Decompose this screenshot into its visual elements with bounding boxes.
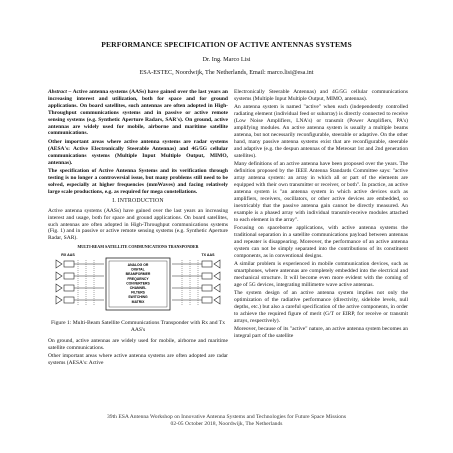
beamformer-label-line: SWITCHING (128, 295, 148, 300)
tx-elements (172, 260, 220, 306)
beamformer-label-line: MATRIX (131, 300, 145, 305)
abstract-text: – Active antenna systems (AASs) have gained over the last years an increasing interest and utilization, both for space and for ground applications. On board satellites, such antennas are often adopted in High-Throughput communications systems and in passive or active remote sensing systems (e.g. Synthetic Aperture Radars, SAR's). On ground, active antennas are widely used for mobile, airborne and maritime satellite communications. (48, 89, 228, 137)
right-paragraph-4: Focusing on spaceborne applications, with active antenna systems the traditional separation in a satellite communications payload between antennas and repeater is disappearing. Moreover, the performance of an active antenna system can not be simply separated into the contributions of its constituent components, as in conventional designs. (234, 225, 408, 259)
section-heading-introduction: I. INTRODUCTION (112, 197, 164, 204)
right-paragraph-1: Electronically Steerable Antennas) and 4G/5G cellular communications systems (Multiple Input Multiple Output, MIMO, antennas). (234, 89, 408, 102)
beamformer-block (106, 258, 170, 310)
abstract-label: Abstract (48, 89, 67, 95)
beamformer-label-line: ANALOG OR (127, 263, 149, 268)
figure-1 (52, 244, 224, 317)
tx-antenna-array (172, 253, 220, 306)
abstract-paragraph-2: Other important areas where active antenna systems are radar systems (AESA's: Active Electronically Steerable Antennas) and 4G/5G cellular communications systems (Multiple Input Multiple Output, MIMO, antennas). (48, 138, 228, 166)
beamformer-label-line: FREQUENCY (127, 277, 149, 282)
tx-label: TX AAS (201, 253, 215, 258)
abstract (48, 89, 228, 137)
right-paragraph-2: An antenna system is named "active" when each (independently controlled radiating element (individual feed or subarray) is directly connected to receive (Low Noise Amplifiers, LNA's) or transmit (Power Amplifiers, PA's) amplifying modules. An active antenna system is usually a multiple beams antenna, but not necessarily reconfigurable, steerable or adaptive. On the other hand, many passive antenna systems exist that are reconfigurable, steerable and adaptive (e.g. the despun antennas of the Meteosat 1st and 2nd generation satellites). (234, 104, 408, 159)
right-column (234, 89, 408, 342)
rx-elements (56, 260, 104, 306)
beamformer-label-line: CHANNEL (129, 286, 147, 291)
right-paragraph-6: The system design of an active antenna system implies not only the optimization of the radiative performance (directivity, sidelobe levels, null depths, etc.) but also a careful specification of the active components, in order to achieve the required figure of merit (G/T or EIRP, for receive or transmit arrays, respectively). (234, 290, 408, 324)
rx-label: RX AAS (61, 253, 75, 258)
abstract-paragraph-3: The specification of Active Antenna Systems and its verification through testing is no longer a controversial issue, but many problems still need to be solved, especially at higher frequencies (mmWaves) and facing relatively large scale productions, e.g. as required for mega constellations. (48, 168, 228, 195)
beamformer-label-line: FILTERS (131, 290, 145, 295)
rx-antenna-array (56, 253, 104, 306)
beamformer-label-line: DIGITAL (131, 267, 145, 272)
right-paragraph-3: Many definitions of an active antenna have been proposed over the years. The definition proposed by the IEEE Antenna Standards Committee says: "active array antenna system: an array in which all or part of the elements are equipped with their own transmitter or receiver, or both". In practice, an active antenna system is "an antenna system in which active devices such as amplifiers, receivers, oscillators, or other active devices are embedded, so inextricably that the passive antenna gain cannot be directly measured. An example is a phased array with individual transmit-receive modules attached to each element in the array". (234, 161, 408, 223)
left-column (48, 89, 228, 369)
beamformer-label-line: CONVERTERS (126, 281, 150, 286)
conference-footer (40, 414, 413, 428)
figure-caption: Figure 1: Multi-Beam Satellite Communications Transponder with Rx and Tx AAS's (50, 320, 226, 334)
transponder-diagram (52, 250, 224, 316)
beamformer-label-line: BEAMFORMER (125, 272, 151, 277)
paper-title: PERFORMANCE SPECIFICATION OF ACTIVE ANTENNAS SYSTEMS (101, 40, 352, 49)
author-line: Dr. Ing. Marco Lisi (202, 56, 251, 63)
right-paragraph-7: Moreover, because of its "active" nature, an active antenna system becomes an integral part of the satellite (234, 326, 408, 340)
intro-paragraph-2: On ground, active antennas are widely used for mobile, airborne and maritime satellite communications. (48, 338, 228, 351)
affiliation-line: ESA-ESTEC, Noordwijk, The Netherlands, Email: marco.lisi@esa.int (139, 69, 314, 76)
intro-paragraph-1: Active antenna systems (AASs) have gained over the last years an increasing interest and usage, both for space and ground applications. On board satellites, such antennas are often adopted in High-Throughput communications systems (Fig. 1) and in passive or active remote sensing systems (e.g. Synthetic Aperture Radar, SAR). (48, 207, 228, 242)
right-paragraph-5: A similar problem is experienced in mobile communication devices, such as smartphones, where antennas are completely embedded into the electrical and mechanical structure. It will become even more evident with the coming of age of 5G devices, integrating millimetre wave active antennas. (234, 261, 408, 288)
footer-line-1: 39th ESA Antenna Workshop on Innovative Antenna Systems and Technologies for Future Space Missions (107, 414, 346, 420)
figure-title: MULTI-BEAM SATELLITE COMMUNICATIONS TRANSPONDER (77, 244, 199, 250)
footer-line-2: 02-05 October 2018, Noordwijk, The Netherlands (170, 421, 283, 427)
intro-paragraph-3: Other important areas where active antenna systems are often adopted are radar systems (AESA's: Active (48, 353, 228, 367)
